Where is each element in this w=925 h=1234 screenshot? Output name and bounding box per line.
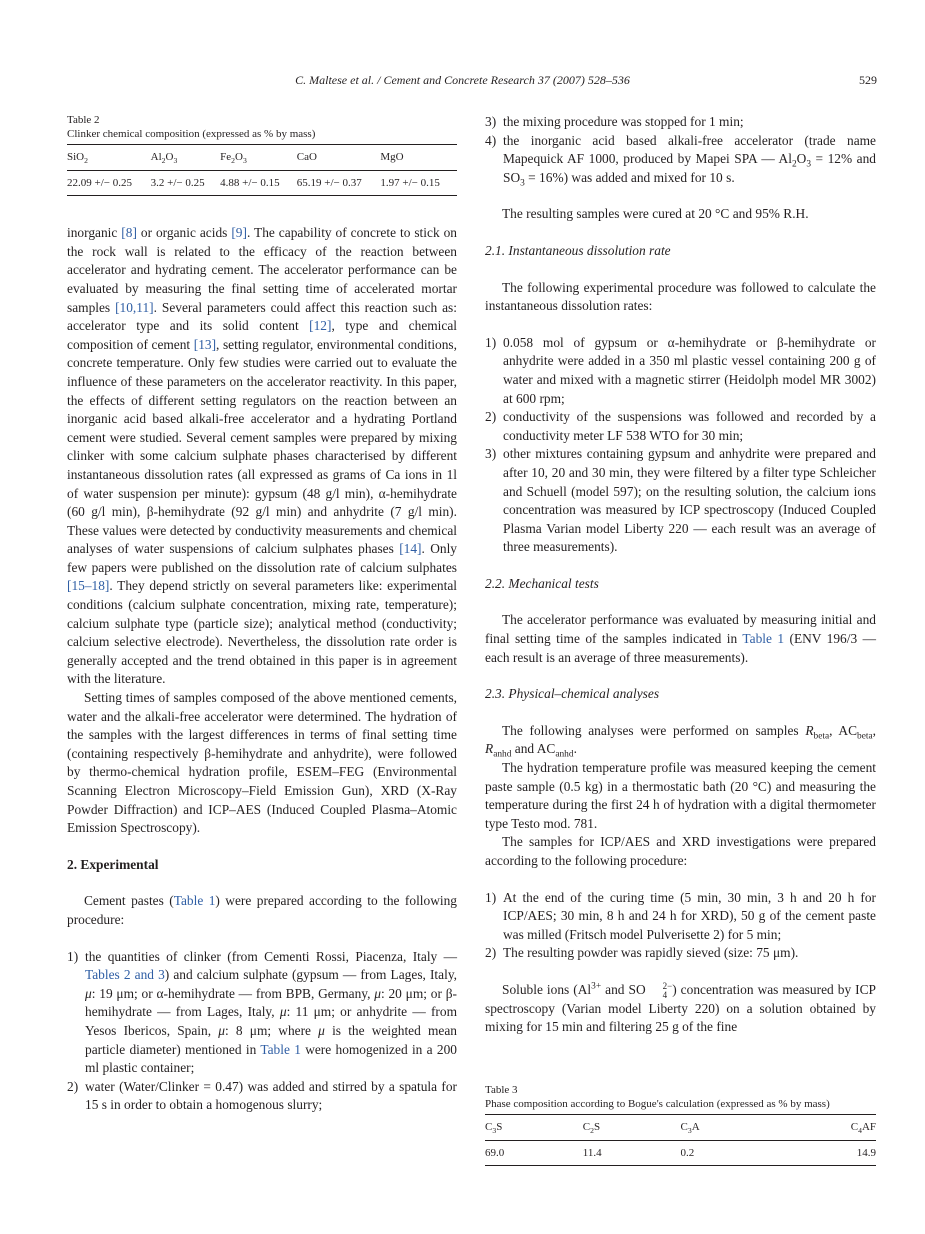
col-sio2: SiO$_2$: [67, 151, 88, 166]
list-item: 3) other mixtures containing gypsum and anhydrite were prepared and after 10, 20 and 30 min, they were filtered by a filter type Schleicher and Schuell (model 597); on the resulting solution, the calcium ions concentration was measured by ICP spectroscopy (Induced Coupled Plasma Varian model Liberty 220 — each result was an average of three measurements).: [485, 446, 876, 555]
table-link[interactable]: Table 1: [742, 631, 785, 647]
right-column: [485, 113, 876, 1166]
soluble-ions-paragraph: Soluble ions ($Al^{3+}$ and SO 2− 4 ) concentration was measured by ICP spectroscopy (Varian model Liberty 220) on a solution obtained by mixing for 15 min and filtering 25 g of the fine: [485, 980, 876, 1035]
list-item: 4) the inorganic acid based alkali-free accelerator (trade name Mapequick AF 1000, produced by Mapei SPA — $Al_2O_3 = 12\%$ and $SO_3 = 16\%$) was added and mixed for 10 s.: [485, 132, 876, 189]
analyses-paragraph: The following analyses were performed on samples $R_{beta}$, $AC_{beta}$, $R_{anhd}$ and $AC_{anhd}$.: [485, 722, 876, 761]
col-fe2o3: $Fe_2O_3$: [220, 151, 247, 166]
citation-link[interactable]: [8]: [121, 225, 137, 241]
table-2-grid: [67, 144, 457, 196]
procedure-list-continued: [485, 113, 876, 187]
col-al2o3: $Al_2O_3$: [150, 151, 178, 166]
citation-link[interactable]: [12]: [309, 318, 332, 334]
procedure-list: [67, 948, 457, 1115]
table-2-label: Table 2: [67, 114, 100, 126]
table-cell: 4.88 +/− 0.15: [220, 176, 280, 189]
list-item: 2) conductivity of the suspensions was followed and recorded by a conductivity meter LF 538 WTO for 30 min;: [485, 409, 876, 443]
curing-paragraph: The resulting samples were cured at 20 °C and 95% R.H.: [502, 206, 809, 222]
table-3-label: Table 3: [485, 1084, 518, 1097]
section-title: 2. Experimental: [67, 856, 159, 872]
table-cell: 22.09 +/− 0.25: [67, 176, 132, 189]
subsection-title: 2.3. Physical–chemical analyses: [485, 686, 660, 702]
sample-prep-list: [485, 889, 876, 963]
citation-link[interactable]: [9]: [231, 225, 247, 241]
table-2: [67, 113, 457, 196]
left-column: [67, 113, 457, 1115]
list-item: 3) the mixing procedure was stopped for 1 min;: [485, 114, 744, 129]
table-3-caption: Phase composition according to Bogue's calculation (expressed as % by mass): [485, 1098, 830, 1111]
col-cao: CaO: [296, 151, 317, 163]
dissolution-intro: The following experimental procedure was followed to calculate the instantaneous dissolution rates:: [485, 279, 876, 314]
subsection-title: 2.2. Mechanical tests: [485, 575, 599, 591]
mechanical-tests-paragraph: The accelerator performance was evaluated by measuring initial and final setting time of the samples indicated in Table 1 (ENV 196/3 — each result is an average of three measurements).: [485, 612, 876, 665]
col-c3s: $C_3S$: [485, 1121, 503, 1136]
list-item: 1) At the end of the curing time (5 min, 30 min, 3 h and 20 h for ICP/AES; 30 min, 8 h and 24 h for XRD), 50 g of the cement paste was milled (Fritsch model Pulverisette 2) for 5 min;: [485, 889, 876, 942]
table-row: [67, 170, 457, 196]
list-item: 1) 0.058 mol of gypsum or α-hemihydrate or β-hemihydrate or anhydrite were added in a 350 ml plastic vessel containing 200 g of water and mixed with a magnetic stirrer (Heidolph model MR 3002) at 600 rpm;: [485, 334, 876, 406]
col-mgo: MgO: [380, 151, 404, 163]
table-cell: 1.97 +/− 0.15: [380, 176, 440, 189]
table-cell: 0.2: [680, 1146, 695, 1159]
intro-paragraph: inorganic [8] or organic acids [9]. The capability of concrete to stick on the rock wall is related to the efficacy of the reaction between accelerator and hydrating cement. The accelerator performance can be evaluated by measuring the final setting time of accelerated mortar samples [10,11]. Several parameters could affect this reaction such as: accelerator type and its solid content [12], type and chemical composition of cement [13], setting regulator, environmental conditions, concrete temperature. Only few studies were carried out to evaluate the influence of these parameters on the accelerator reactivity. In this paper, the effects of different setting regulators on the reaction between an inorganic acid based alkali-free accelerator and a hydrating Portland cement were studied. Several cement samples were prepared by mixing clinker with some calcium sulphate phases characterised by different instantaneous dissolution rates (all expressed as grams of Ca ions in 1l of water suspension per minute): gypsum (48 g/l min), α-hemihydrate (60 g/l min), β-hemihydrate (92 g/l min) and anhydrite (7 g/l min). These values were detected by conductivity measurements and chemical analyses of water suspensions of calcium sulphates phases [14]. Only few papers were published on the dissolution rate of calcium sulphates [15–18]. They depend strictly on several parameters like: experimental conditions (calcium sulphate concentration, mixing rate, temperature); calcium sulphate type (particle size); analytical method (conductivity; calcium selective electrode). Nevertheless, the dissolution rate order is generally accepted and the trend obtained in this paper is in agreement with the literature.: [67, 225, 458, 687]
col-c2s: $C_2S$: [582, 1121, 601, 1136]
citation-link[interactable]: [10,11]: [115, 299, 154, 315]
table-cell: 65.19 +/− 0.37: [296, 176, 362, 189]
list-item: 2) water (Water/Clinker = 0.47) was added and stirred by a spatula for 15 s in order to obtain a homogenous slurry;: [67, 1078, 457, 1113]
col-c3a: $C_3A$: [680, 1121, 700, 1136]
dissolution-procedure-list: [485, 334, 876, 557]
citation-link[interactable]: [14]: [399, 541, 422, 557]
citation-link[interactable]: [15–18]: [67, 578, 110, 594]
cement-pastes-paragraph: Cement pastes (Table 1) were prepared according to the following procedure:: [67, 893, 457, 927]
table-3: [485, 1083, 876, 1166]
page-number: 529: [859, 73, 877, 87]
citation-link[interactable]: [13]: [193, 336, 217, 352]
table-cell: 69.0: [485, 1146, 505, 1159]
table-cell: 3.2 +/− 0.25: [150, 176, 205, 189]
list-item: 2) The resulting powder was rapidly sieved (size: 75 μm).: [485, 945, 799, 961]
temperature-paragraph: The hydration temperature profile was measured keeping the cement paste sample (0.5 kg) in a thermostatic bath (20 °C) and measuring the temperature during the first 24 h of hydration with a digital thermometer type Testo mod. 781.: [485, 760, 876, 831]
table-link[interactable]: Table 1: [260, 1041, 301, 1057]
col-c4af: $C_4AF$: [850, 1121, 876, 1136]
table-cell: 11.4: [582, 1146, 602, 1159]
table-cell: 14.9: [856, 1146, 876, 1159]
setting-times-paragraph: Setting times of samples composed of the above mentioned cements, water and the alkali-free accelerator were determined. The hydration of the samples with the largest differences in terms of final setting time (containing respectively β-hemihydrate and anhydrite), were followed by thermo-chemical hydration profile, ESEM–FEG (Environmental Scanning Electron Microscopy–Field Emission Gun), XRD (X-Ray Powder Diffraction) and ICP–AES (Induced Coupled Plasma–Atomic Emission Spectroscopy).: [67, 690, 457, 836]
table-header-row: [485, 1115, 876, 1141]
table-row: [485, 1140, 876, 1166]
journal-citation: C. Maltese et al. / Cement and Concrete Research 37 (2007) 528–536: [295, 73, 630, 87]
subsection-title: 2.1. Instantaneous dissolution rate: [485, 242, 671, 258]
table-header-row: [67, 145, 457, 171]
table-2-caption: Clinker chemical composition (expressed as % by mass): [67, 128, 316, 140]
table-link[interactable]: Table 1: [173, 893, 216, 909]
samples-paragraph: The samples for ICP/AES and XRD investigations were prepared according to the following procedure:: [485, 834, 876, 868]
table-link[interactable]: Tables 2 and 3: [85, 967, 165, 983]
table-3-grid: [485, 1114, 876, 1166]
list-item: 1) the quantities of clinker (from Cementi Rossi, Piacenza, Italy — Tables 2 and 3) and calcium sulphate (gypsum — from Lages, Italy, μ: 19 μm; or α-hemihydrate — from BPB, Germany, μ: 20 μm; or β-hemihydrate — from Lages, Italy, μ: 11 μm; or anhydrite — from Yesos Ibericos, Spain, μ: 8 μm; where μ is the weighted mean particle diameter) mentioned in Table 1 were homogenized in a 200 ml plastic container;: [67, 948, 457, 1076]
